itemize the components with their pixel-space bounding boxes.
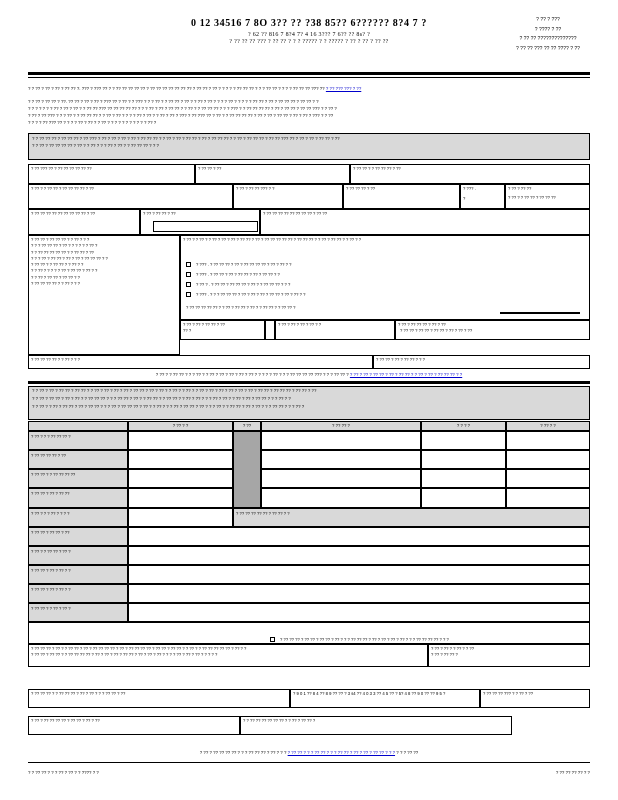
section-2-banner-line-1: ? ? ?? ? ?? ? ?? ?? ? ?? ?? ? ? ?? ? ?? ? ?? ? ?? ? ?? ?? ? ?? ? ?? ? ? ?? ? ? ?? ? ? ?? ? ?? ? ?? ? ?? ? ?? ? ?? ? ?? ?? ? ?? ?? ?? ? ?? ?? ? ?? [32, 388, 317, 393]
table-row-label-2: ? ?? ?? ? ? ?? ?? ?? ?? [28, 469, 128, 488]
checkbox-option-1-label: ? ??? . ? ?? ?? ?? ? ?? ? ?? ?? ?? ?? ? ?? ? ?? ? ? [196, 262, 292, 267]
field-state-label: ? ?? ?? ?? ? ?? [346, 186, 376, 191]
signature-field-2-right-label: ? ? ?? ?? ?? ?? ?? ?? ? ? ?? ? ?? ?? ? [243, 718, 316, 723]
table-row-0-col-4[interactable] [421, 431, 506, 450]
checkbox-panel-note: ? ?? ?? ?? ?? ?? ? ? ?? ? ?? ?? ? ?? ? ? ?? ?? ? ? ?? ?? ? [186, 305, 296, 310]
table-row-4-col-1[interactable] [128, 508, 233, 527]
page-subtitle-1: ? 62 ?? 816 7 8?4 7? 4 16 3??? 7 6?? ?? 8s? ? [247, 32, 371, 38]
intro-paragraph-1 [28, 86, 590, 93]
table-row-3-col-5[interactable] [506, 488, 590, 508]
header-divider [28, 72, 590, 75]
signature-field-date[interactable] [480, 689, 590, 708]
page-subtitle-2: ? ?? ?? ?? ??? ? ?? ?? ? ? ? ????? ? ? ????? ? ?? ? ?? ? ?? ?? [229, 39, 389, 45]
section-2-divider [28, 381, 590, 384]
signature-field-mid-label: ? 9 0 1 ?? 8 4 ?? 8 9 ?? ?? ? 3 s4 ?? 4 0 3 3 ?? 4 5 ?? ? 5? 4 8 ?? 9 0 ?? ?? 9 5 ? [293, 691, 446, 696]
field-bottom-left[interactable] [28, 355, 373, 369]
table-footnote-line-2: ? ?? ?? ? ?? ?? ? ? ?? ?? ?? ?? ? ?? ? ?? ? ?? ? ?? ?? ? ?? ? ?? ? ?? ? ? ? ? ?? ? ?? ? ?? ? ? ? ? ? [31, 652, 218, 658]
table-row-0-col-5[interactable] [506, 431, 590, 450]
table-row-label-0: ? ?? ? ? ? ?? ?? ?? ? [28, 431, 128, 450]
signature-field-left-label: ? ?? ?? ?? ? ? ?? ?? ?? ? ?? ? ?? ? ? ? ?? ?? ? ?? [31, 691, 126, 696]
field-sub-1-label: ? ?? ? ?? ? ?? ?? ? ?? [183, 322, 225, 327]
intro-paragraph-5: ? ? ? ? ?? ??? ?? ? ? ? ? ?? ? ?? ? ? ?? ? ? ? ? ? ? ? ? ? ? ? ?? ? [28, 120, 157, 125]
signature-field-left[interactable] [28, 689, 290, 708]
table-row-1-col-5[interactable] [506, 450, 590, 469]
field-sub-2-label: ? ?? ? ?? ? ?? ? ?? ? ? [278, 322, 322, 327]
table-row-2-col-5[interactable] [506, 469, 590, 488]
table-row-0-col-1[interactable] [128, 431, 233, 450]
field-zip[interactable] [460, 184, 505, 209]
footer-note [28, 750, 590, 757]
checkbox-option-1[interactable] [186, 262, 191, 267]
intro-paragraph-2: ? ? ?? ? ?? ?? ? ??. ?? ?? ? ?? ? ?? ? ??? ?? ? ?? ? ? ??? ? ? ? ?? ? ? ?? ?? ? ?? ? ? ?? ? ?? ? ? ? ? ?? ? ? ? ? ? ?? ?? ? ?? ? ?? ?? ?? ? ?? ?? ? ? [28, 99, 319, 104]
table-footnote-right-line-1: ? ?? ? ?? ? ? ?? ? ? ?? [431, 646, 475, 651]
header-meta-block [488, 16, 608, 54]
checkbox-option-2-label: ? ??? . ? ?? ?? ? ?? ? ?? ?? ? ?? ? ?? ?? ? ? [196, 272, 280, 277]
table-row-3-col-1[interactable] [128, 488, 233, 508]
section-2-notice-link[interactable]: ? ?? ? ?? ? ?? ?? ? ?? ? ?? ?? ? ? ?? ? ?? ? ?? ?? ?? ? ? [349, 372, 463, 377]
field-contact-title-input[interactable] [153, 221, 258, 232]
field-city[interactable] [233, 184, 343, 209]
table-row-label-7: ? ?? ?? ? ?? ? ?? ? ? [28, 565, 128, 584]
table-row-2-col-4[interactable] [421, 469, 506, 488]
header-divider-thin [28, 77, 590, 78]
table-row-checkbox[interactable] [270, 637, 275, 642]
table-col-header-0 [28, 421, 128, 431]
field-applicant-alt-label: ? ?? ?? ? ?? [198, 166, 222, 171]
checkbox-panel-rule [500, 312, 580, 314]
footer-right-text: ? ?? ?? ?? ?? ? ? [555, 770, 590, 775]
instructions-line-1: ? ?? ?? ? ?? ?? ?? ? ? ?? ? ? ? [31, 237, 90, 242]
checkbox-option-2[interactable] [186, 272, 191, 277]
table-col-header-5: ? ?? ? ? [506, 421, 590, 431]
field-zip-value: ? [463, 196, 466, 202]
field-city-label: ? ?? ? ?? ?? ??? ? ? [236, 186, 275, 191]
document-header [0, 17, 618, 52]
table-row-3-col-4[interactable] [421, 488, 506, 508]
field-contact-name[interactable] [28, 209, 140, 235]
field-phone-hint: ? ?? ? ? ?? ?? ? ?? ?? ?? [508, 195, 556, 201]
table-row-2-col-3[interactable] [261, 469, 421, 488]
header-meta-line-1: ? ?? ? ??? [536, 17, 560, 23]
signature-field-2-right[interactable] [240, 716, 512, 735]
field-sub-1-value: ?? ? [183, 328, 192, 334]
section-2-banner-line-3: ? ? ?? ? ? ?? ? ?? ?? ? ?? ? ?? ?? ? ? ? ?? ? ?? ?? ?? ? ?? ? ? ?? ? ? ? ?? ? ?? ?? ? ?? ? ? ? ?? ? ? ?? ?? ? ?? ? ?? ? ? ? ?? ?? ? ? ? ?? ? [32, 404, 305, 409]
checkbox-option-3[interactable] [186, 282, 191, 287]
table-row-7-value[interactable] [128, 565, 590, 584]
signature-field-2-left[interactable] [28, 716, 240, 735]
instructions-line-5: ? ?? ?? ? ? ?? ?? ? ? ?? ? ? [31, 262, 84, 268]
table-footnote-right-line-2: ? ?? ? ?? ?? ? [431, 652, 458, 658]
header-meta-line-4: ? ?? ?? ??? ?? ?? ???? ? ?? [516, 45, 580, 52]
table-row-label-9: ? ?? ?? ? ? ?? ? ?? ? [28, 603, 128, 622]
table-row-label-5: ? ?? ?? ? ?? ?? ? ?? [28, 527, 128, 546]
section-2-banner-line-2: ? ? ?? ? ?? ?? ? ?? ? ?? ? ? ?? ?? ?? ? ? ? ?? ?? ? ?? ? ? ?? ?? ? ? ?? ?? ? ? ?? ? ?? ? ? ? ?? ? ?? ? ? ?? ? ?? ? ?? ?? ? ? ? ?? ? ? [32, 396, 291, 401]
intro-paragraph-4: ? ?? ? ?? ??? ? ? ? ?? ? ? ?? ?? ?? ? ? ?? ? ?? ? ? ? ? ?? ? ?? ? ? ?? ? ?? ? ??? ? ?? ??? ?? ? ?? ? ? ?? ?? ?? ?? ? ?? ? ?? ? ?? ?? ? ?? ? ?? ? ??? ? ? ?? [28, 113, 334, 118]
field-applicant-alt[interactable] [195, 164, 350, 184]
field-bottom-mid-label: ? ?? ?? ? ?? ? ?? ?? ? ? ? [376, 357, 425, 362]
instructions-line-3: ? ? ?? ?? ?? ?? ?? ? ? ?? ?? ? ?? [31, 249, 94, 255]
table-grey-column [233, 431, 261, 508]
field-contact-title-label: ? ?? ? ?? ?? ? ?? [143, 211, 176, 216]
table-col-header-1: ? ?? ? ? [128, 421, 233, 431]
instructions-line-7: ? ? ?? ? ?? ?? ? ?? ?? ? ? [31, 274, 80, 280]
field-sub-3-hint: ? ?? ?? ? ?? ?? ? ?? ?? ? ?? ? ?? ? ?? [400, 328, 473, 333]
table-row-8-value[interactable] [128, 584, 590, 603]
field-state[interactable] [343, 184, 460, 209]
table-mid-note: ? ?? ?? ?? ?? ?? ? ?? ?? ? ? [233, 508, 590, 527]
field-sub-divider [265, 320, 275, 340]
signature-field-2-left-label: ? ?? ? ?? ?? ?? ?? ? ?? ?? ? ?? ? ?? [31, 718, 100, 723]
footer-divider [28, 762, 590, 763]
checkbox-panel-intro: ? ?? ? ? ?? ? ? ?? ? ?? ? ?? ? ?? ?? ? ?? ? ?? ?? ?? ?? ?? ? ?? ?? ?? ? ? ?? ? ?? ?? ? ? ?? ? ? [183, 237, 362, 242]
checkbox-option-4[interactable] [186, 292, 191, 297]
section-1-banner [28, 133, 590, 160]
instructions-line-2: ? ? ? ?? ?? ?? ? ?? ? ? ? ? ? ? ?? ? [31, 243, 98, 249]
table-row-5-value[interactable] [128, 527, 590, 546]
checkbox-option-4-label: ? ??? . ? ? ? ?? ?? ?? ? ?? ? ?? ? ?? ? ?? ?? ? ?? ? ?? ? ? [196, 292, 306, 297]
section-2-banner [28, 386, 590, 420]
intro-p1-link[interactable]: ? ?? ??? ??? ? ?? [325, 86, 362, 91]
table-row-2-col-1[interactable] [128, 469, 233, 488]
field-applicant-detail-label: ? ?? ?? ? ? ?? ?? ?? ? ?? [353, 166, 401, 171]
header-meta-line-3: ? ?? ?? ?????????????? [519, 36, 577, 42]
field-phone-label: ? ?? ? ?? ?? [508, 186, 532, 191]
field-phone[interactable] [505, 184, 590, 209]
checkbox-option-3-label: ? ?? ? . ? ?? ?? ? ?? ?? ?? ? ?? ? ? ?? ?? ?? ? ? ? [196, 282, 291, 287]
table-row-label-1: ? ?? ?? ?? ?? ? ?? [28, 450, 128, 469]
field-zip-label: ? ??? . [463, 186, 476, 191]
field-contact-name-label: ? ?? ?? ?? ?? ?? ?? ?? ?? ?? ? ?? [31, 211, 96, 216]
field-applicant-detail[interactable] [350, 164, 590, 184]
footer-note-text: ? ?? ? ?? ?? ?? ?? ? ? ? ?? ?? ?? ? ?? ? ? ? [199, 750, 287, 755]
field-bottom-left-label: ? ?? ?? ?? ?? ? ? ?? ? ? ? [31, 357, 80, 362]
field-sub-3-label: ? ?? ? ?? ?? ?? ? ?? ? ?? [398, 322, 446, 327]
field-address-label: ? ?? ? ? ?? ?? ? ?? ?? ?? ?? ? ?? [31, 186, 94, 191]
field-contact-email[interactable] [260, 209, 590, 235]
table-row-checkbox-label: ? ?? ?? ?? ? ?? ?? ? ?? ?? ? ?? ? ? ? ?? ?? ?? ? ?? ? ?? ? ?? ? ?? ? ? ? ?? ?? ?? ?? ? ? ? [280, 637, 449, 642]
field-address[interactable] [28, 184, 233, 209]
section-1-banner-line-2: ? ? ?? ? ?? ?? ?? ?? ? ?? ? ? ?? ? ? ? ?? ? ?? ? ? ?? ?? ?? ? ? ? [32, 143, 159, 148]
instructions-line-6: ? ? ?? ? ? ? ? ? ?? ? ?? ?? ? ?? ? ? [31, 268, 98, 274]
table-row-label-8: ? ?? ?? ? ?? ? ?? ? ? [28, 584, 128, 603]
table-row-label-6: ? ?? ? ? ?? ?? ? ?? ? [28, 546, 128, 565]
table-row-1-col-3[interactable] [261, 450, 421, 469]
field-sub-1[interactable] [180, 320, 265, 340]
table-row-3-col-3[interactable] [261, 488, 421, 508]
table-row-1-col-4[interactable] [421, 450, 506, 469]
table-footnote-left [28, 644, 428, 667]
instructions-line-4: ? ? ? ?? ? ?? ?? ? ?? ? ?? ? ?? ?? ?? ? ? [31, 255, 108, 261]
field-applicant-name-label: ? ?? ??? ?? ? ?? ?? ?? ?? ?? ?? [31, 166, 92, 171]
section-2-notice [28, 372, 590, 379]
intro-paragraph-3: ? ? ? ? ? ? ? ?? ? ?? ? ?? ? ? ?? ?? ??? ?? ?? ?? ?? ?? ? ? ? ?? ? ?? ? ?? ?? ? ? ?? ? ? ?? ?? ?? ? ? ? ??? ? ? ?? ?? ?? ?? ? ?? ? ?? ?? ? ?? ?? ??? ? ? ?? ? [28, 106, 337, 111]
instructions-line-8: ? ?? ?? ?? ?? ? ? ?? ? ? ? [31, 281, 80, 287]
section-1-banner-line-1: ? ? ?? ?? ?? ? ?? ?? ?? ? ?? ??? ? ?? ? ?? ? ?? ? ?? ? ?? ?? ?? ? ? ?? ? ?? ? ?? ?? ? ?? ? ?? ?? ?? ? ? ?? ? ?? ?? ?? ? ?? ?? ??? ?? ? ?? ? ?? ? ?? ?? ? ?? [32, 136, 340, 141]
table-row-label-3: ? ?? ?? ? ?? ? ?? ?? [28, 488, 128, 508]
table-col-header-2: ? ?? [233, 421, 261, 431]
table-col-header-3: ? ?? ?? ? [261, 421, 421, 431]
intro-p1-text: ? ? ?? ? ?? ? ?? ? ?? ?? ?. ??? ? ??? ?? ? ? ?? ?? ?? ?? ?? ? ?? ?? ?? ?? ?? ?? ?? ? ?? ?? ? ?? ? ? ? ? ? ?? ?? ?? ? ? ? ?? ?? ? ? ? ? ?? ?? ?? ??? ?? [28, 86, 325, 91]
table-row-label-4: ? ?? ? ? ? ?? ? ? ? ? [28, 508, 128, 527]
table-row-1-col-1[interactable] [128, 450, 233, 469]
field-contact-email-label: ? ?? ?? ?? ?? ?? ?? ?? ?? ? ?? ?? [263, 211, 328, 216]
instructions-left-column [28, 235, 180, 355]
signature-field-date-label: ? ?? ?? ?? ??? ? ? ?? ? ?? [483, 691, 534, 696]
footer-note-tail: ? ? ? ?? ?? [396, 750, 419, 755]
field-bottom-mid[interactable] [373, 355, 590, 369]
page-title: 0 12 34516 7 8O 3?? ?? ?38 85?? 6?????? 8?4 7 ? [191, 18, 427, 29]
section-2-notice-text: ? ?? ? ? ?? ?? ? ? ? ?? ? ? ?? ? ?? ? ?? ? ?? ? ?? ? ? ? ? ? ?? ? ? ? ?? ?? ?? ?? ??? ? ? ? ?? ?? ? [155, 372, 349, 377]
table-row-6-value[interactable] [128, 546, 590, 565]
signature-field-mid[interactable] [290, 689, 480, 708]
field-sub-2[interactable] [275, 320, 395, 340]
table-row-9-value[interactable] [128, 603, 590, 622]
footer-left-text: ? ? ?? ?? ? ? ? ?? ? ?? ? ? ???? ? ? [28, 770, 99, 775]
table-footnote-line-1: ? ?? ?? ?? ? ?? ? ? ?? ?? ? ?? ? ?? ?? ?? ?? ? ?? ? ?? ?? ?? ?? ? ?? ?? ? ?? ?? ? ? ?? ? ? ?? ?? ?? ?? ?? ? ?? ? ? [31, 646, 247, 651]
table-row-0-col-3[interactable] [261, 431, 421, 450]
field-applicant-name[interactable] [28, 164, 195, 184]
footer-note-link[interactable]: ? ?? ?? ? ? ? ?? ?? ? ? ? ?? ?? ? ?? ? ?? ? ?? ?? ? ? ? [287, 750, 396, 755]
table-footnote-right [428, 644, 590, 667]
header-meta-line-2: ? ???? ? ?? [534, 26, 562, 33]
table-col-header-4: ? ? ? ? [421, 421, 506, 431]
field-contact-title[interactable] [140, 209, 260, 235]
